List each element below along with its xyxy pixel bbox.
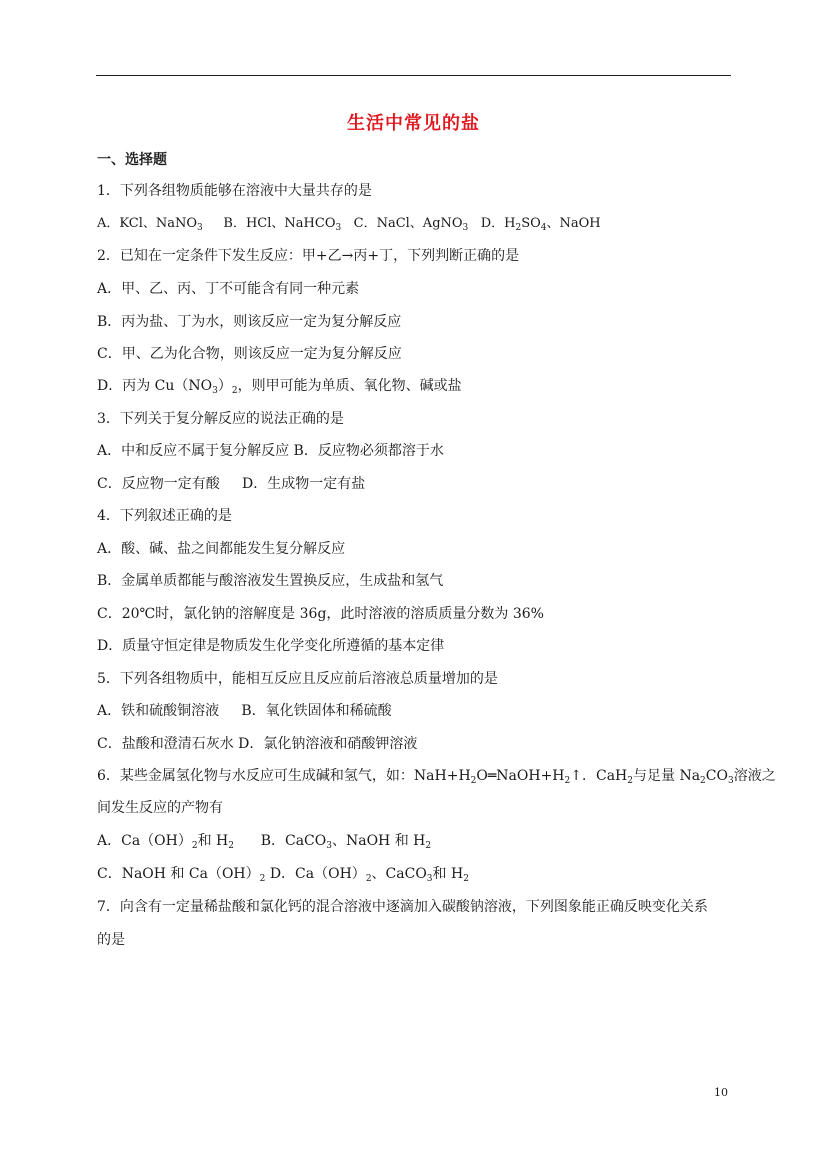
q3-option-d: D．生成物一定有盐 (241, 476, 366, 492)
question-7-stem-line-1: 7．向含有一定量稀盐酸和氯化钙的混合溶液中逐滴加入碳酸钠溶液，下列图象能正确反映变化关系 (97, 899, 708, 915)
q5-option-b: B．氧化铁固体和稀硫酸 (241, 703, 392, 719)
q5-options-ab (97, 701, 392, 721)
question-3-stem: 3．下列关于复分解反应的说法正确的是 (97, 411, 344, 427)
q5-options-cd: C．盐酸和澄清石灰水 D．氯化钠溶液和硝酸钾溶液 (97, 736, 418, 752)
page-title: 生活中常见的盐 (347, 113, 480, 134)
header-rule (96, 75, 731, 76)
q1-option-c: C．NaCl、AgNO$_3$ (353, 216, 469, 233)
q6-option-b: B．CaCO$_3$、NaOH 和 $H_2$ (260, 833, 432, 851)
q6-option-a: A．$Ca(OH)_2$和 $H_2$ (97, 833, 234, 851)
question-4-stem: 4．下列叙述正确的是 (97, 508, 232, 524)
q3-option-c: C．反应物一定有酸 (97, 476, 220, 492)
q2-option-b: B．丙为盐、丁为水，则该反应一定为复分解反应 (97, 314, 402, 330)
q6-option-c: C．NaOH 和 $Ca(OH)_2$ (97, 866, 266, 884)
section-heading: 一、选择题 (97, 152, 167, 168)
question-5-stem: 5．下列各组物质中，能相互反应且反应前后溶液总质量增加的是 (97, 671, 498, 687)
q2-option-d: D．丙为 $Cu(NO_3)_2$，则甲可能为单质、氧化物、碱或盐 (97, 378, 462, 396)
q3-options-cd (97, 474, 365, 494)
q1-option-d: D．$H_2SO_4$、NaOH (480, 216, 601, 233)
q4-option-c: C．20℃时，氯化钠的溶解度是 36g，此时溶液的溶质质量分数为 36% (97, 606, 544, 622)
q6-options-cd (97, 864, 469, 884)
question-6-stem-line-2: 间发生反应的产物有 (97, 800, 223, 816)
question-6-stem-line-1: 6．某些金属氢化物与水反应可生成碱和氢气，如：$NaH+H_2O═NaOH+H_2↑$．CaH$_2$与足量 $Na_2CO_3$溶液之 (97, 768, 776, 786)
question-2-stem: 2．已知在一定条件下发生反应：甲+乙→丙+丁，下列判断正确的是 (97, 248, 520, 264)
q6-option-d: D．$Ca(OH)_2$、CaCO$_3$和 $H_2$ (269, 866, 469, 884)
q2-option-c: C．甲、乙为化合物，则该反应一定为复分解反应 (97, 346, 402, 362)
question-7-stem-line-2: 的是 (97, 932, 125, 948)
question-1-stem: 1．下列各组物质能够在溶液中大量共存的是 (97, 183, 372, 199)
page-number: 10 (714, 1086, 728, 1099)
q2-option-a: A．甲、乙、丙、丁不可能含有同一种元素 (97, 281, 360, 297)
q3-options-ab: A．中和反应不属于复分解反应 B．反应物必须都溶于水 (97, 443, 444, 459)
q6-options-ab (97, 831, 431, 851)
q4-option-b: B．金属单质都能与酸溶液发生置换反应，生成盐和氢气 (97, 573, 444, 589)
q5-option-a: A．铁和硫酸铜溶液 (97, 703, 220, 719)
question-1-options (97, 214, 601, 234)
q4-option-a: A．酸、碱、盐之间都能发生复分解反应 (97, 541, 346, 557)
q4-option-d: D．质量守恒定律是物质发生化学变化所遵循的基本定律 (97, 638, 445, 654)
q1-option-a: A．KCl、NaNO$_3$ (97, 216, 203, 233)
q1-option-b: B．HCl、NaHCO$_3$ (223, 216, 342, 233)
